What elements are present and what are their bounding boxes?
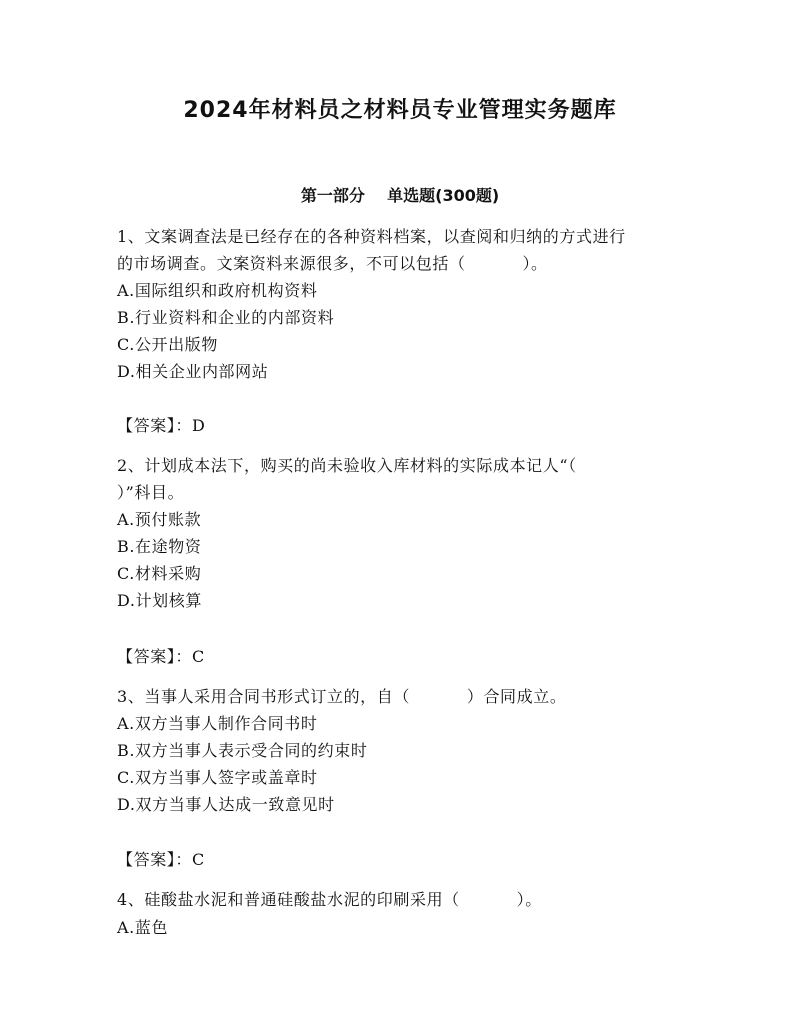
section-title: 第一部分 单选题(300题) (300, 186, 500, 205)
question-2-option-b: B.在途物资 (117, 537, 202, 556)
question-1-option-b: B.行业资料和企业的内部资料 (117, 308, 335, 327)
question-3-option-c: C.双方当事人签字或盖章时 (117, 768, 318, 787)
question-3-stem-line-1: 3、当事人采用合同书形式订立的，自（ ）合同成立。 (117, 687, 567, 706)
answer-value: C (192, 850, 205, 869)
document-title: 2024年材料员之材料员专业管理实务题库 (183, 98, 617, 123)
answer-value: D (192, 416, 206, 435)
question-3-option-d: D.双方当事人达成一致意见时 (117, 795, 335, 814)
answer-value: C (192, 647, 205, 666)
question-2-stem-line-1: 2、计划成本法下，购买的尚未验收入库材料的实际成本记人“（ (117, 456, 577, 475)
question-2-stem-line-2: ）”科目。 (117, 483, 185, 502)
question-1-stem-line-1: 1、文案调查法是已经存在的各种资料档案，以查阅和归纳的方式进行 (117, 227, 626, 246)
question-3-option-b: B.双方当事人表示受合同的约束时 (117, 741, 368, 760)
question-1-option-a: A.国际组织和政府机构资料 (117, 281, 318, 300)
question-2-option-d: D.计划核算 (117, 591, 202, 610)
question-1-option-c: C.公开出版物 (117, 335, 218, 354)
question-3-option-a: A.双方当事人制作合同书时 (117, 714, 318, 733)
question-4-stem-line-1: 4、硅酸盐水泥和普通硅酸盐水泥的印刷采用（ ）。 (117, 890, 542, 909)
question-3-answer (117, 848, 205, 872)
question-1-answer (117, 414, 205, 438)
answer-label: 【答案】： (117, 416, 193, 435)
question-2-option-a: A.预付账款 (117, 510, 202, 529)
question-2-answer (117, 645, 205, 669)
answer-label: 【答案】： (117, 850, 193, 869)
question-1-stem-line-2: 的市场调查。文案资料来源很多，不可以包括（ ）。 (117, 254, 548, 273)
question-4-option-a: A.蓝色 (117, 918, 169, 937)
question-2-option-c: C.材料采购 (117, 564, 202, 583)
answer-label: 【答案】： (117, 647, 193, 666)
question-1-option-d: D.相关企业内部网站 (117, 362, 269, 381)
